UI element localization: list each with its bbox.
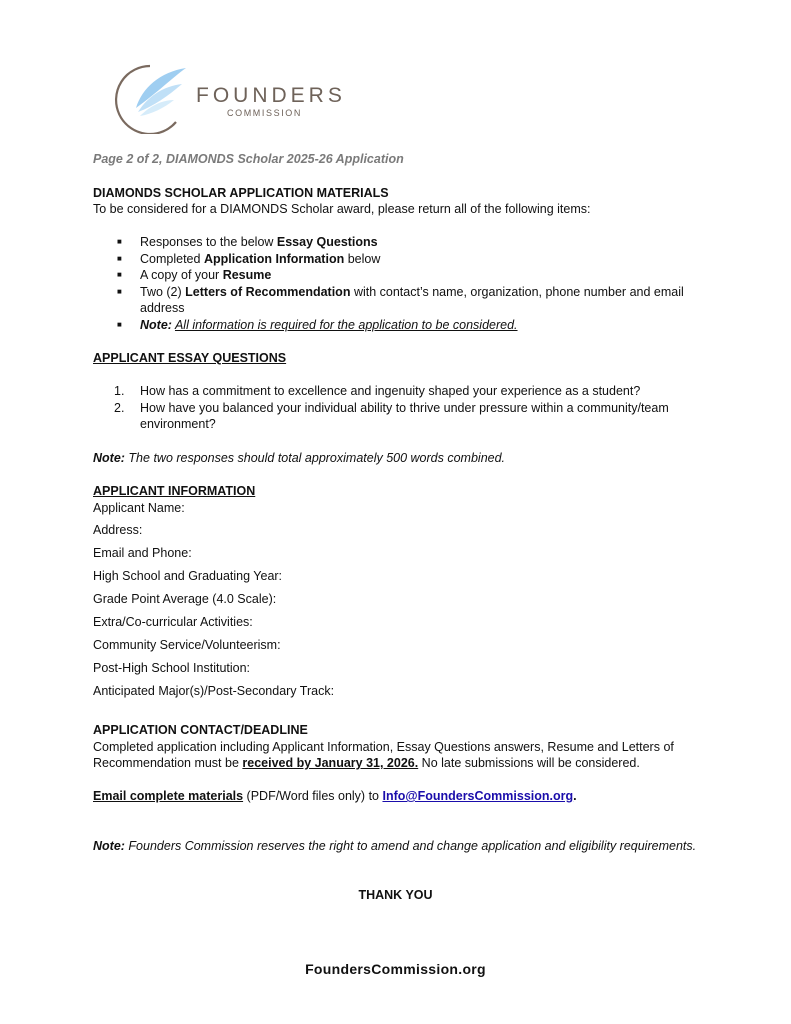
feather-logo-icon (108, 62, 194, 134)
info-field-activities: Extra/Co-curricular Activities: (93, 615, 253, 629)
info-field-gpa: Grade Point Average (4.0 Scale): (93, 592, 277, 606)
deadline-text: Completed application including Applicant Information, Essay Questions answers, Resume and Letters of (93, 740, 674, 754)
info-field-community-service: Community Service/Volunteerism: (93, 638, 281, 652)
essay-question: How have you balanced your individual ability to thrive under pressure within a community/team (140, 401, 669, 415)
info-field-address: Address: (93, 523, 143, 537)
info-field-email-phone: Email and Phone: (93, 546, 192, 560)
deadline-heading: APPLICATION CONTACT/DEADLINE (93, 723, 308, 737)
essay-heading: APPLICANT ESSAY QUESTIONS (93, 351, 287, 365)
founders-commission-logo (108, 62, 348, 134)
bullet-icon: ■ (117, 270, 122, 279)
info-field-institution: Post-High School Institution: (93, 661, 251, 675)
list-item: Two (2) Letters of Recommendation with contact’s name, organization, phone number and email (140, 285, 684, 299)
list-item-continuation: address (140, 301, 185, 315)
materials-heading: DIAMONDS SCHOLAR APPLICATION MATERIALS (93, 186, 389, 200)
footer-website[interactable]: FoundersCommission.org (305, 961, 486, 977)
deadline-text-line2: Recommendation must be received by January 31, 2026. No late submissions will be considered. (93, 756, 640, 770)
bullet-icon: ■ (117, 287, 122, 296)
list-item: Responses to the below Essay Questions (140, 235, 378, 249)
info-field-major: Anticipated Major(s)/Post-Secondary Track: (93, 684, 335, 698)
bullet-icon: ■ (117, 254, 122, 263)
email-link[interactable]: Info@FoundersCommission.org (382, 789, 574, 803)
essay-question: How has a commitment to excellence and ingenuity shaped your experience as a student? (140, 384, 641, 398)
bullet-icon: ■ (117, 320, 122, 329)
info-field-high-school: High School and Graduating Year: (93, 569, 283, 583)
info-heading: APPLICANT INFORMATION (93, 484, 256, 498)
materials-intro: To be considered for a DIAMONDS Scholar award, please return all of the following items: (93, 202, 591, 216)
logo-subtitle: COMMISSION (227, 108, 303, 118)
email-instructions: Email complete materials (PDF/Word files only) to Info@FoundersCommission.org. (93, 789, 577, 803)
list-item: Completed Application Information below (140, 252, 381, 266)
question-number: 1. (114, 384, 125, 398)
essay-question-continuation: environment? (140, 417, 216, 431)
final-note: Note: Founders Commission reserves the right to amend and change application and eligibility requirements. (93, 839, 697, 853)
materials-note: Note: All information is required for the application to be considered. (140, 318, 518, 332)
essay-note: Note: The two responses should total approximately 500 words combined. (93, 451, 506, 465)
info-field-applicant-name: Applicant Name: (93, 501, 185, 515)
list-item: A copy of your Resume (140, 268, 272, 282)
question-number: 2. (114, 401, 125, 415)
bullet-icon: ■ (117, 237, 122, 246)
thank-you: THANK YOU (358, 888, 433, 902)
logo-wordmark: FOUNDERS (196, 84, 346, 107)
page-label: Page 2 of 2, DIAMONDS Scholar 2025-26 Application (93, 152, 404, 166)
